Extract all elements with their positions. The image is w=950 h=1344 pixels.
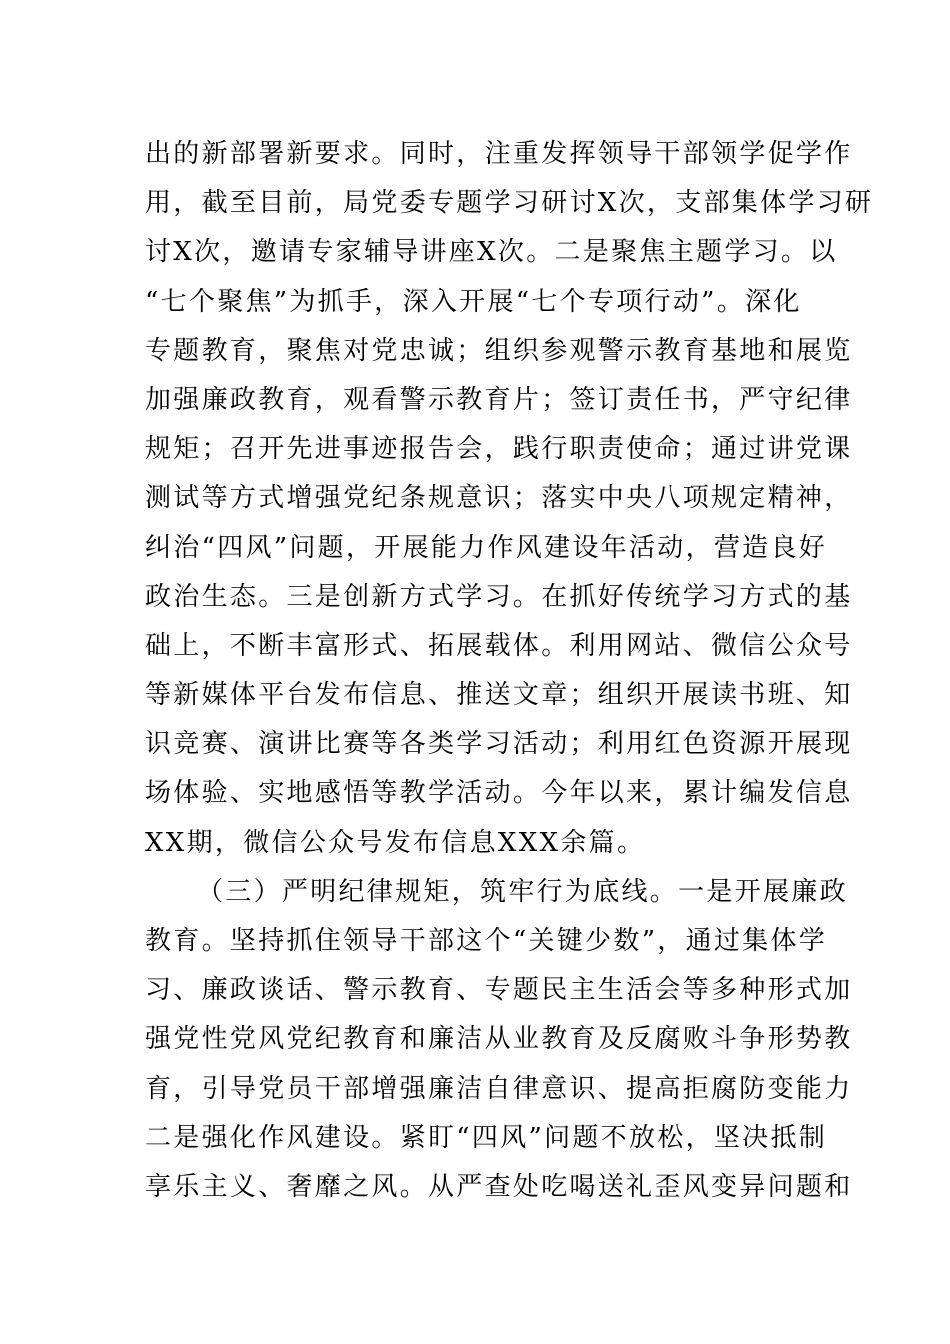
text-line: 政治生态。三是创新方式学习。在抓好传统学习方式的基 <box>145 581 853 612</box>
section-heading-line: （三）严明纪律规矩，筑牢行为底线。一是开展廉政 <box>197 876 848 907</box>
text-line: 础上，不断丰富形式、拓展载体。利用网站、微信公众号 <box>145 630 853 661</box>
text-line: 育，引导党员干部增强廉洁自律意识、提高拒腐防变能力 <box>145 1073 853 1104</box>
body-text <box>145 130 874 1212</box>
text-line: 等新媒体平台发布信息、推送文章；组织开展读书班、知 <box>145 680 853 711</box>
text-line: 习、廉政谈话、警示教育、专题民主生活会等多种形式加 <box>145 975 853 1006</box>
text-line: 加强廉政教育，观看警示教育片；签订责任书，严守纪律 <box>145 384 853 415</box>
text-line: 教育。坚持抓住领导干部这个“关键少数”，通过集体学 <box>145 926 828 956</box>
text-line: 强党性党风党纪教育和廉洁从业教育及反腐败斗争形势教 <box>145 1024 853 1055</box>
text-line: 纠治“四风”问题，开展能力作风建设年活动，营造良好 <box>145 532 828 563</box>
text-line: XX期，微信公众号发布信息XXX余篇。 <box>145 827 646 858</box>
text-line: 识竞赛、演讲比赛等各类学习活动；利用红色资源开展现 <box>145 729 853 760</box>
text-line: 出的新部署新要求。同时，注重发挥领导干部领学促学作 <box>145 139 853 169</box>
text-line: 规矩；召开先进事迹报告会，践行职责使命；通过讲党课 <box>145 434 853 465</box>
text-line: 享乐主义、奢靡之风。从严查处吃喝送礼歪风变异问题和 <box>145 1171 853 1202</box>
text-line: 讨X次，邀请专家辅导讲座X次。二是聚焦主题学习。以 <box>145 237 838 268</box>
text-line: 测试等方式增强党纪条规意识；落实中央八项规定精神， <box>145 483 853 514</box>
text-line: “七个聚焦”为抓手，深入开展“七个专项行动”。深化 <box>145 286 802 317</box>
text-line: 场体验、实地感悟等教学活动。今年以来，累计编发信息 <box>145 778 853 809</box>
text-line: 用，截至目前，局党委专题学习研讨X次，支部集体学习研 <box>145 188 874 219</box>
text-line: 专题教育，聚焦对党忠诚；组织参观警示教育基地和展览 <box>145 335 853 366</box>
text-line: 二是强化作风建设。紧盯“四风”问题不放松，坚决抵制 <box>145 1122 828 1153</box>
